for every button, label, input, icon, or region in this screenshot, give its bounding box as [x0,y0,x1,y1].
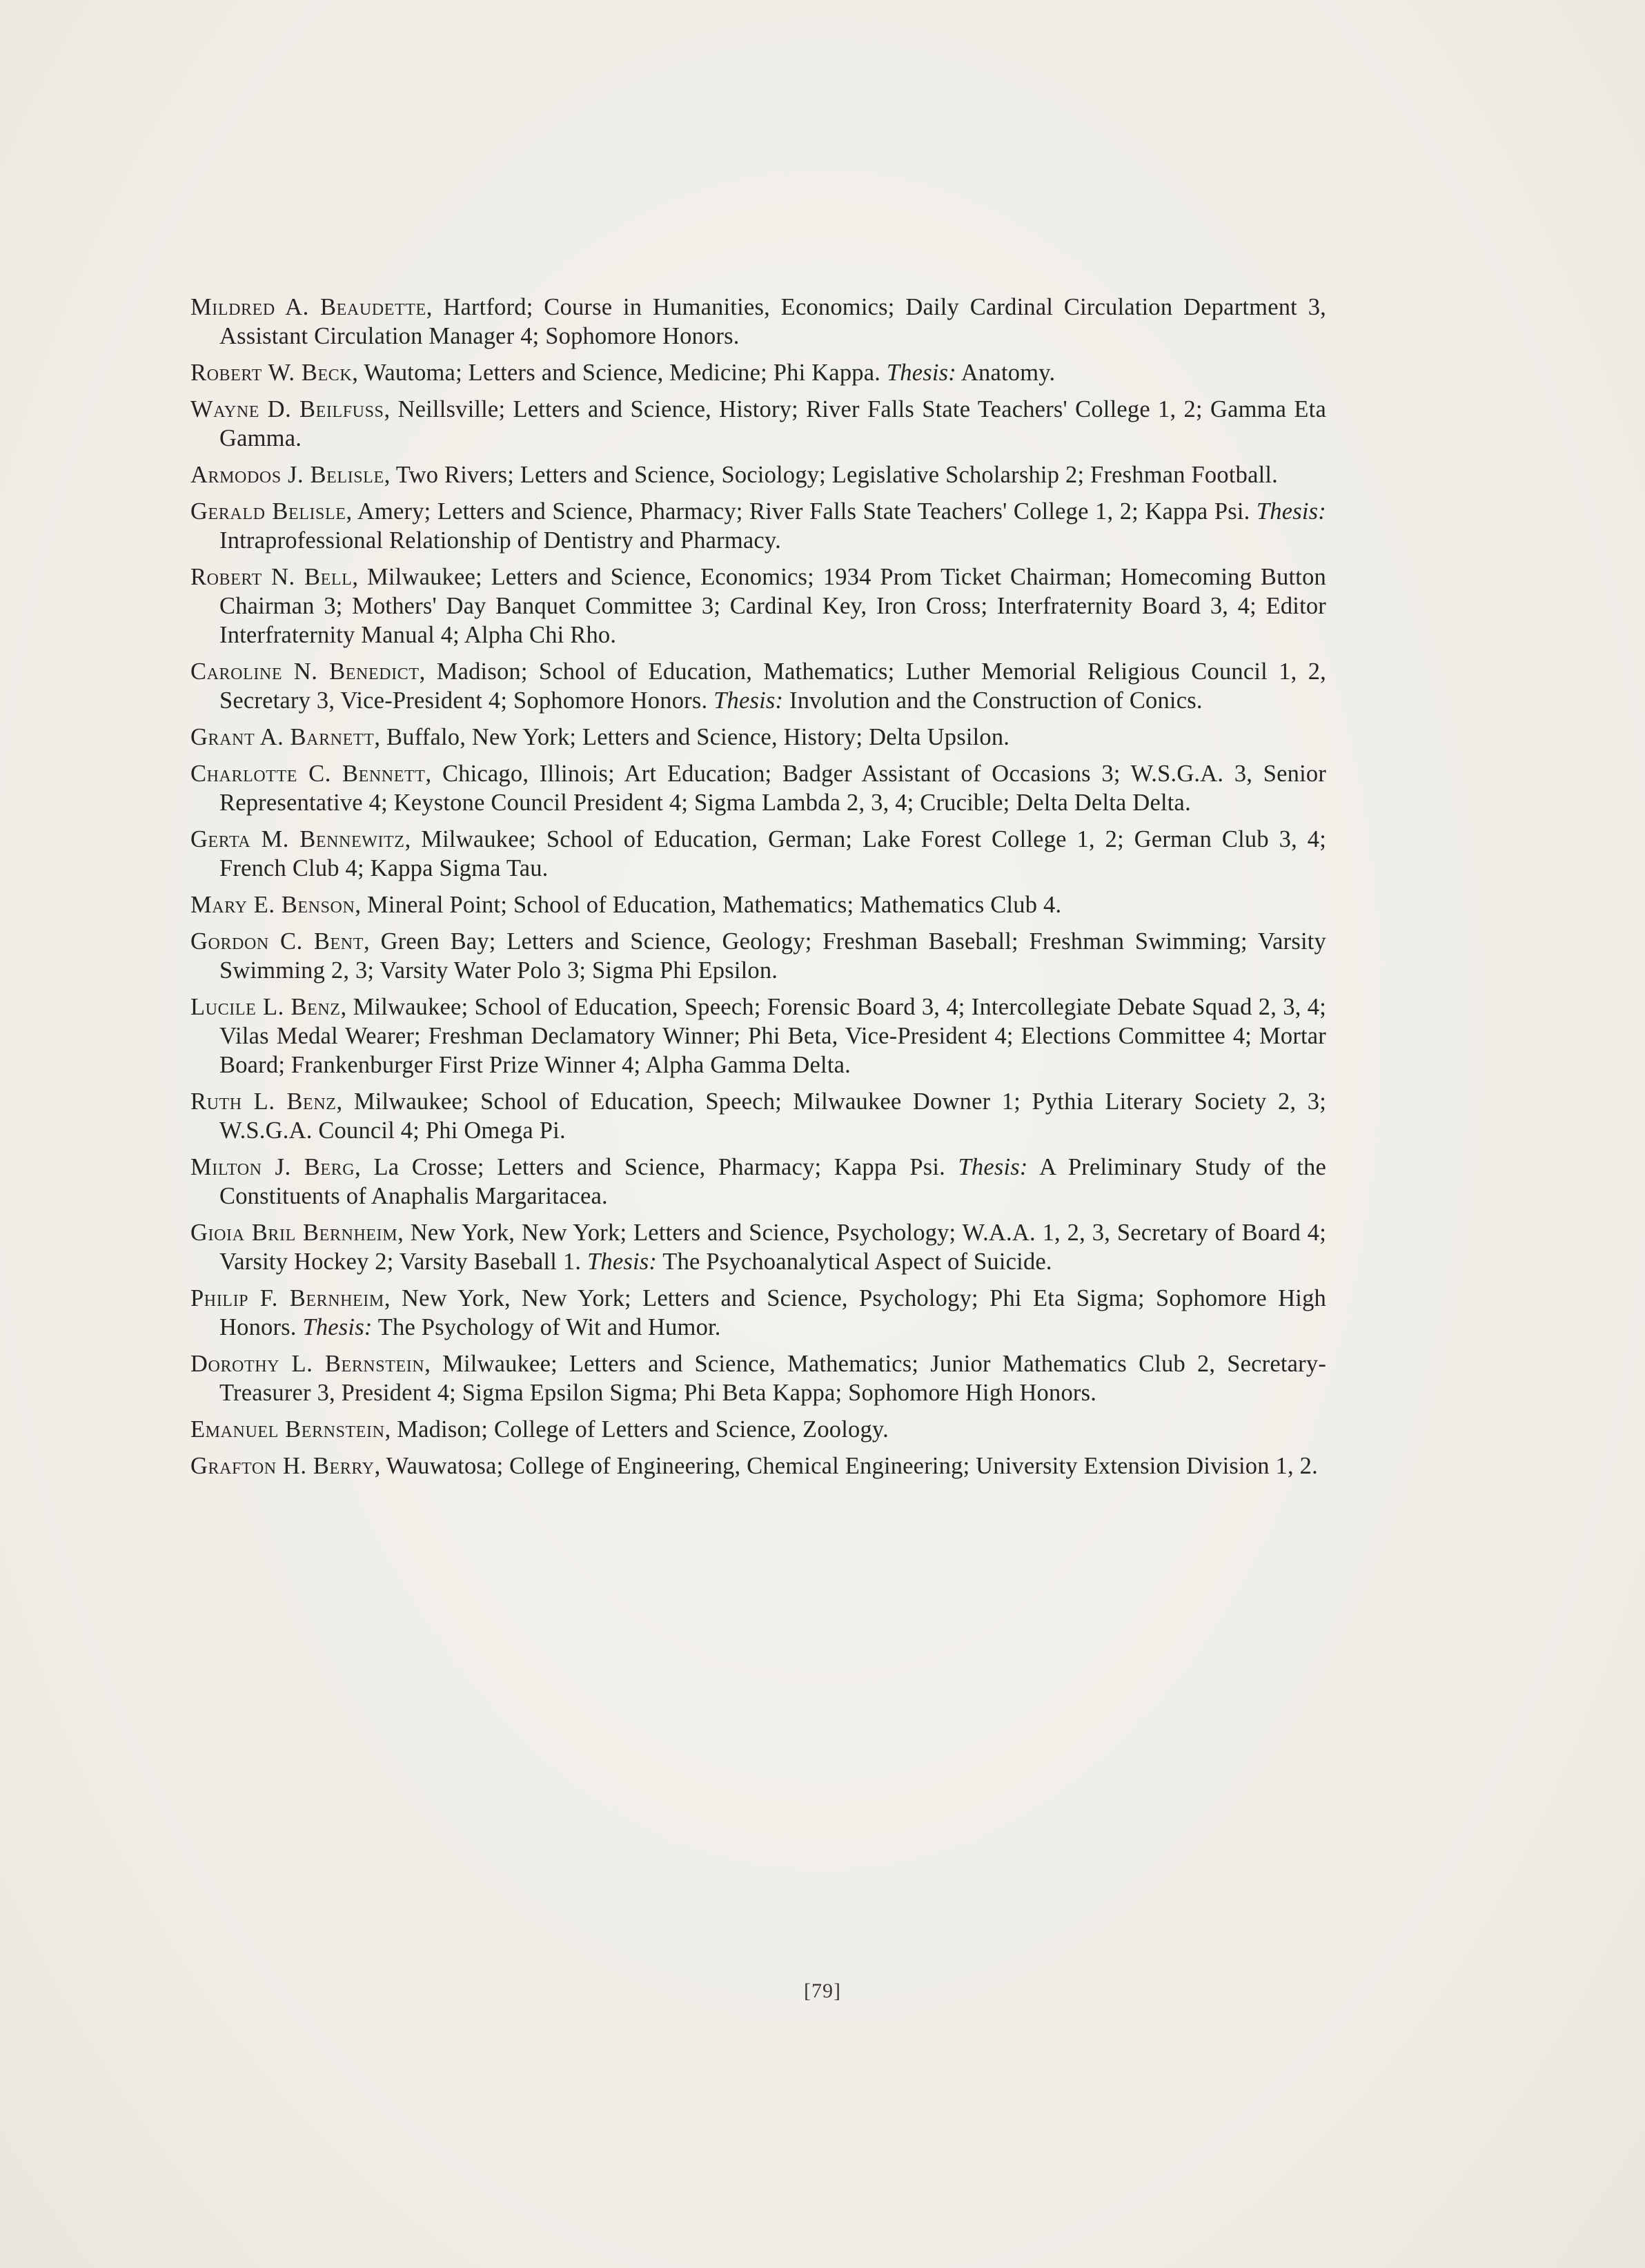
entry-details: , Milwaukee; Letters and Science, Mathematics; Junior Mathematics Club 2, Secretary-Treasurer 3, President 4; Sigma Epsilon Sigma; Phi Beta Kappa; Sophomore High Honors. [219,1351,1327,1406]
list-item [190,293,1326,351]
student-name: Grafton H. Berry [190,1453,375,1479]
entry-details: , Wauwatosa; College of Engineering, Chemical Engineering; University Extension Division 1, 2. [374,1453,1318,1479]
entry-details: , Green Bay; Letters and Science, Geology; Freshman Baseball; Freshman Swimming; Varsity Swimming 2, 3; Varsity Water Polo 3; Sigma Phi Epsilon. [219,928,1327,984]
entry-details: , Amery; Letters and Science, Pharmacy; River Falls State Teachers' College 1, 2; Kappa Psi. [346,498,1257,525]
list-item [190,993,1326,1079]
student-name: Lucile L. Benz [190,994,341,1020]
entry-details: , Wautoma; Letters and Science, Medicine; Phi Kappa. [352,360,887,386]
list-item [190,1218,1326,1276]
page-number: [79] [804,1979,841,2002]
student-name: Philip F. Bernheim [190,1285,384,1311]
thesis-title: The Psychology of Wit and Humor. [372,1314,721,1340]
thesis-label: Thesis: [587,1249,658,1275]
entry-details: , New York, New York; Letters and Science, Psychology; W.A.A. 1, 2, 3, Secretary of Board 4; Varsity Hockey 2; Varsity Baseball 1. [219,1220,1326,1275]
student-name: Armodos J. Belisle [190,462,384,488]
entry-details: , Milwaukee; Letters and Science, Economics; 1934 Prom Ticket Chairman; Homecoming Button Chairman 3; Mothers' Day Banquet Committee 3; Cardinal Key, Iron Cross; Interfraternity Board 3, 4; Editor Interfraternity Manual 4; Alpha Chi Rho. [219,564,1326,648]
student-name: Dorothy L. Bernstein [190,1351,425,1377]
list-item [190,395,1326,453]
thesis-label: Thesis: [302,1314,373,1340]
thesis-label: Thesis: [1256,498,1326,525]
list-item [190,723,1326,752]
entry-details: , Milwaukee; School of Education, German; Lake Forest College 1, 2; German Club 3, 4; French Club 4; Kappa Sigma Tau. [219,826,1326,881]
student-name: Robert W. Beck [190,360,353,386]
entry-details: , Hartford; Course in Humanities, Economics; Daily Cardinal Circulation Department 3, Assistant Circulation Manager 4; Sophomore Honors. [219,294,1327,349]
list-item [190,1451,1326,1480]
entry-details: , Chicago, Illinois; Art Education; Badger Assistant of Occasions 3; W.S.G.A. 3, Senior Representative 4; Keystone Council President 4; Sigma Lambda 2, 3, 4; Crucible; Delta Delta Delta. [219,761,1327,816]
student-name: Wayne D. Beilfuss [190,396,384,422]
student-name: Mary E. Benson [190,892,355,918]
list-item [190,460,1326,489]
list-item [190,927,1326,985]
list-item [190,890,1326,919]
thesis-title: Intraprofessional Relationship of Dentistry and Pharmacy. [219,527,781,554]
list-item [190,1415,1326,1444]
entry-details: , Neillsville; Letters and Science, History; River Falls State Teachers' College 1, 2; Gamma Eta Gamma. [219,396,1326,451]
list-item [190,825,1326,883]
list-item [190,1087,1326,1145]
list-item [190,497,1326,555]
entry-details: , Milwaukee; School of Education, Speech; Forensic Board 3, 4; Intercollegiate Debate Squad 2, 3, 4; Vilas Medal Wearer; Freshman Declamatory Winner; Phi Beta, Vice-President 4; Elections Committee 4; Mortar Board; Frankenburger First Prize Winner 4; Alpha Gamma Delta. [219,994,1327,1078]
student-name: Emanuel Bernstein [190,1416,385,1443]
entry-details: , Buffalo, New York; Letters and Science, History; Delta Upsilon. [374,724,1010,750]
entry-details: , Mineral Point; School of Education, Mathematics; Mathematics Club 4. [355,892,1062,918]
student-name: Caroline N. Benedict [190,658,420,685]
student-name: Grant A. Barnett [190,724,375,750]
student-name: Charlotte C. Bennett [190,761,426,787]
student-name: Gerta M. Bennewitz [190,826,405,852]
student-name: Ruth L. Benz [190,1088,337,1115]
thesis-label: Thesis: [886,360,956,386]
list-item [190,759,1326,817]
thesis-title: A Preliminary Study of the Constituents of Anaphalis Margaritacea. [219,1154,1326,1209]
thesis-title: The Psychoanalytical Aspect of Suicide. [657,1249,1052,1275]
list-item [190,358,1326,387]
list-item [190,1284,1326,1342]
student-name: Gerald Belisle [190,498,346,525]
entry-details: , Milwaukee; School of Education, Speech; Milwaukee Downer 1; Pythia Literary Society 2, 3; W.S.G.A. Council 4; Phi Omega Pi. [219,1088,1326,1144]
thesis-label: Thesis: [713,687,784,714]
senior-entries-list [190,293,1326,1488]
student-name: Gordon C. Bent [190,928,364,955]
entry-details: , La Crosse; Letters and Science, Pharmacy; Kappa Psi. [355,1154,958,1180]
list-item [190,657,1326,715]
student-name: Gioia Bril Bernheim [190,1220,398,1246]
student-name: Mildred A. Beaudette [190,294,426,320]
thesis-label: Thesis: [958,1154,1028,1180]
list-item [190,1153,1326,1211]
student-name: Milton J. Berg [190,1154,355,1180]
list-item [190,563,1326,649]
entry-details: , New York, New York; Letters and Science, Psychology; Phi Eta Sigma; Sophomore High Honors. [219,1285,1326,1340]
thesis-title: Anatomy. [956,360,1056,386]
entry-details: , Madison; College of Letters and Science, Zoology. [384,1416,889,1443]
student-name: Robert N. Bell [190,564,353,590]
list-item [190,1349,1326,1407]
entry-details: , Madison; School of Education, Mathematics; Luther Memorial Religious Council 1, 2, Secretary 3, Vice-President 4; Sophomore Honors. [219,658,1326,714]
thesis-title: Involution and the Construction of Conics. [783,687,1203,714]
entry-details: , Two Rivers; Letters and Science, Sociology; Legislative Scholarship 2; Freshman Football. [384,462,1278,488]
